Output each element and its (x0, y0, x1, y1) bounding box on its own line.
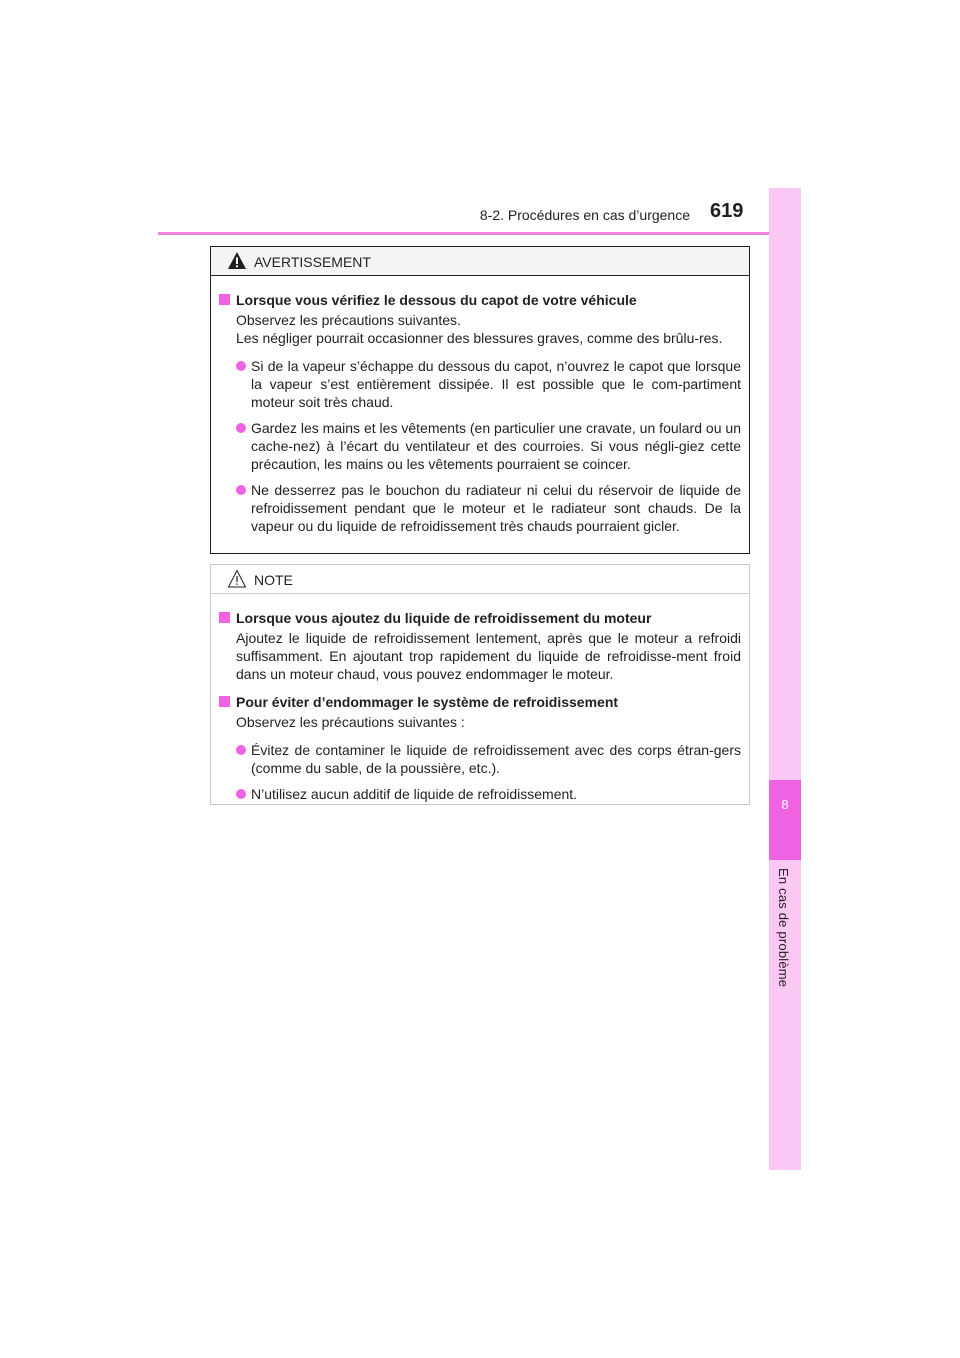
note-text-1: Ajoutez le liquide de refroidissement lentement, après que le moteur a refroidi suffisamment. En ajoutant trop rapidement du liquide de refroidisse-ment froid dans un moteur chaud, vous pouvez endommager le moteur. (236, 630, 741, 682)
chapter-side-tab (769, 188, 801, 1170)
header-rule (158, 232, 801, 235)
list-item (218, 481, 741, 535)
note-heading-2-text: Pour éviter d’endommager le système de refroidissement (236, 694, 619, 710)
list-item-text: Ne desserrez pas le bouchon du radiateur ni celui du réservoir de liquide de refroidissement pendant que le moteur et le radiateur sont chauds. De la vapeur ou du liquide de refroidissement très chauds pourraient gicler. (251, 482, 741, 534)
page-number: 619 (710, 200, 744, 222)
round-bullet-icon (236, 789, 246, 799)
note-heading-1-text: Lorsque vous ajoutez du liquide de refroidissement du moteur (236, 610, 652, 626)
note-body (211, 594, 749, 803)
note-header (211, 565, 749, 594)
round-bullet-icon (236, 361, 246, 371)
chapter-number: 8 (781, 797, 789, 812)
warning-triangle-icon (227, 251, 247, 271)
warning-intro-2: Les négliger pourrait occasionner des blessures graves, comme des brûlu-res. (236, 330, 723, 346)
list-item-text: Si de la vapeur s’échappe du dessous du capot, n’ouvrez le capot que lorsque la vapeur s’est entièrement dissipée. Il est possible que le com-partiment moteur soit très chaud. (251, 358, 741, 410)
warning-box (210, 246, 750, 554)
note-box (210, 564, 750, 805)
round-bullet-icon (236, 485, 246, 495)
list-item-text: Évitez de contaminer le liquide de refroidissement avec des corps étran-gers (comme du sable, de la poussière, etc.). (251, 742, 741, 776)
square-bullet-icon (219, 294, 230, 305)
warning-body (211, 276, 749, 535)
list-item (218, 419, 741, 473)
warning-header (211, 247, 749, 276)
square-bullet-icon (219, 696, 230, 707)
note-title: NOTE (254, 572, 293, 588)
chapter-number-block (769, 780, 801, 860)
chapter-label: En cas de problème (776, 868, 791, 988)
caution-outline-icon (227, 569, 247, 589)
note-intro-2: Observez les précautions suivantes : (236, 714, 465, 730)
square-bullet-icon (219, 612, 230, 623)
round-bullet-icon (236, 423, 246, 433)
list-item (218, 357, 741, 411)
warning-section-heading (218, 291, 741, 309)
running-header-section: 8-2. Procédures en cas d’urgence (479, 207, 690, 223)
list-item (218, 785, 741, 803)
note-section-heading-1 (218, 609, 741, 627)
round-bullet-icon (236, 745, 246, 755)
warning-intro-1: Observez les précautions suivantes. (236, 312, 461, 328)
list-item-text: N’utilisez aucun additif de liquide de refroidissement. (251, 786, 578, 802)
warning-heading-text: Lorsque vous vérifiez le dessous du capot de votre véhicule (236, 292, 637, 308)
note-section-heading-2 (218, 693, 741, 711)
warning-title: AVERTISSEMENT (254, 254, 371, 270)
list-item-text: Gardez les mains et les vêtements (en particulier une cravate, un foulard ou un cache-nez) à l’écart du ventilateur et des courroies. Si vous négli-giez cette précaution, les mains ou les vêtements pourraient se coincer. (251, 420, 741, 472)
list-item (218, 741, 741, 777)
